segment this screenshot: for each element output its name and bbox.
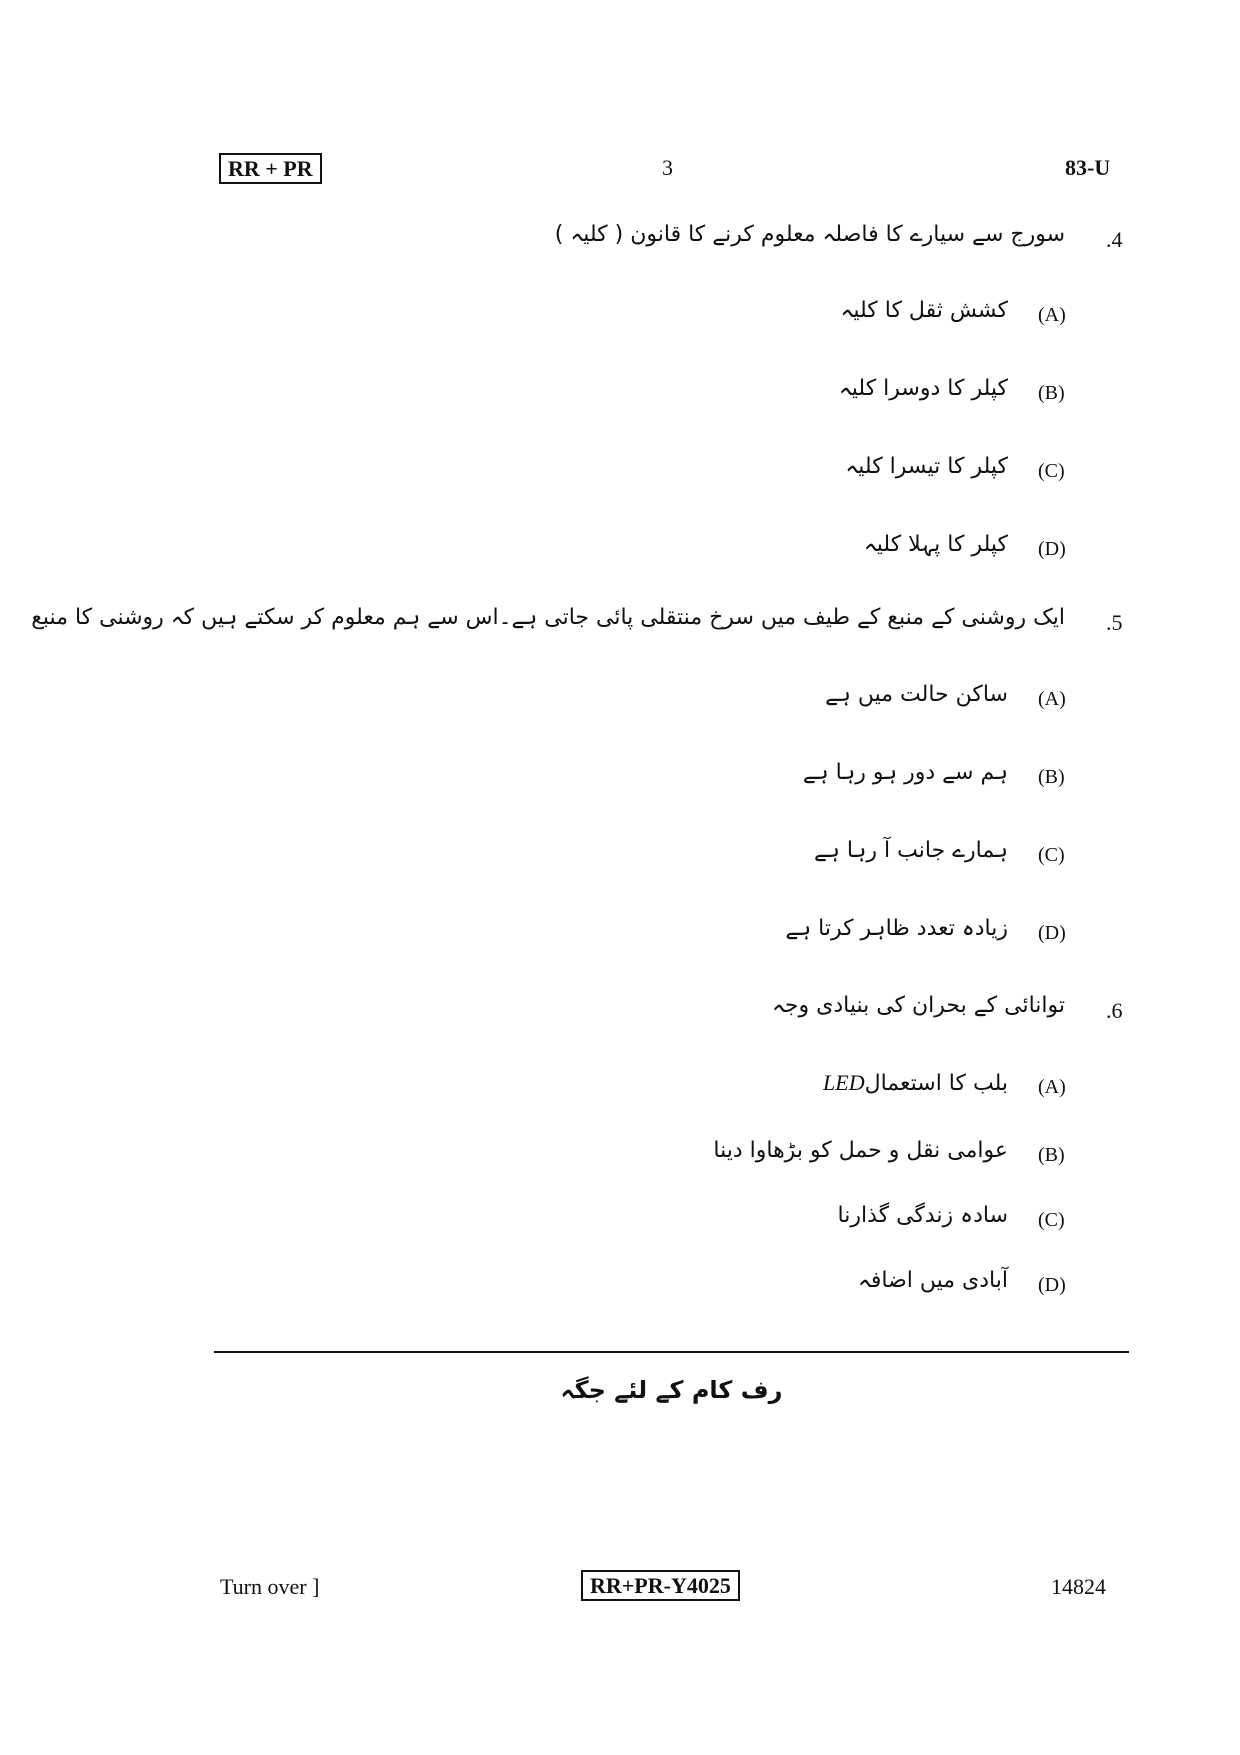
question-text: توانائی کے بحران کی بنیادی وجہ bbox=[772, 993, 1065, 1018]
paper-code: 83-U bbox=[1065, 155, 1111, 180]
section-divider bbox=[214, 1351, 1129, 1353]
option-text-main: بلب کا استعمال bbox=[864, 1071, 1008, 1096]
option-label: (D) bbox=[1038, 1274, 1066, 1296]
question-text: سورج سے سیارے کا فاصلہ معلوم کرنے کا قانون ( کلیہ ) bbox=[554, 222, 1065, 247]
option-label: (A) bbox=[1038, 688, 1066, 710]
question-text: ایک روشنی کے منبع کے طیف میں سرخ منتقلی پائی جاتی ہے۔اس سے ہم معلوم کر سکتے ہیں کہ روشنی کا منبع bbox=[31, 605, 1065, 630]
turn-over-note: Turn over ] bbox=[220, 1574, 320, 1599]
question-number: .5 bbox=[1106, 610, 1123, 635]
option-label: (A) bbox=[1038, 304, 1066, 326]
option-text: ہمارے جانب آ رہا ہے bbox=[814, 838, 1008, 863]
option-text: کپلر کا تیسرا کلیہ bbox=[845, 454, 1008, 479]
option-text bbox=[815, 1070, 1008, 1097]
option-text: عوامی نقل و حمل کو بڑھاوا دینا bbox=[713, 1138, 1008, 1163]
rough-work-heading: رف کام کے لئے جگہ bbox=[560, 1376, 783, 1404]
option-text: سادہ زندگی گذارنا bbox=[837, 1203, 1008, 1228]
option-text: زیادہ تعدد ظاہر کرتا ہے bbox=[785, 916, 1008, 941]
serial-number: 14824 bbox=[1051, 1574, 1106, 1599]
option-text: آبادی میں اضافہ bbox=[857, 1268, 1008, 1293]
option-label: (C) bbox=[1038, 460, 1065, 482]
option-text: کپلر کا پہلا کلیہ bbox=[863, 532, 1008, 557]
option-label: (B) bbox=[1038, 766, 1065, 788]
option-text: ساکن حالت میں ہے bbox=[825, 682, 1008, 707]
option-label: (D) bbox=[1038, 922, 1066, 944]
option-label: (C) bbox=[1038, 844, 1065, 866]
option-text: ہم سے دور ہو رہا ہے bbox=[802, 760, 1008, 785]
option-text: کشش ثقل کا کلیہ bbox=[840, 298, 1008, 323]
question-number: .6 bbox=[1106, 998, 1123, 1023]
option-text: کپلر کا دوسرا کلیہ bbox=[838, 376, 1008, 401]
option-text-led: LED bbox=[823, 1070, 865, 1095]
question-number: .4 bbox=[1106, 227, 1123, 252]
header-set-box: RR + PR bbox=[219, 153, 322, 184]
option-label: (D) bbox=[1038, 538, 1066, 560]
option-label: (A) bbox=[1038, 1076, 1066, 1098]
option-label: (C) bbox=[1038, 1209, 1065, 1231]
footer-code-box: RR+PR-Y4025 bbox=[581, 1570, 740, 1601]
page-number: 3 bbox=[662, 155, 673, 180]
option-label: (B) bbox=[1038, 1144, 1065, 1166]
option-label: (B) bbox=[1038, 382, 1065, 404]
